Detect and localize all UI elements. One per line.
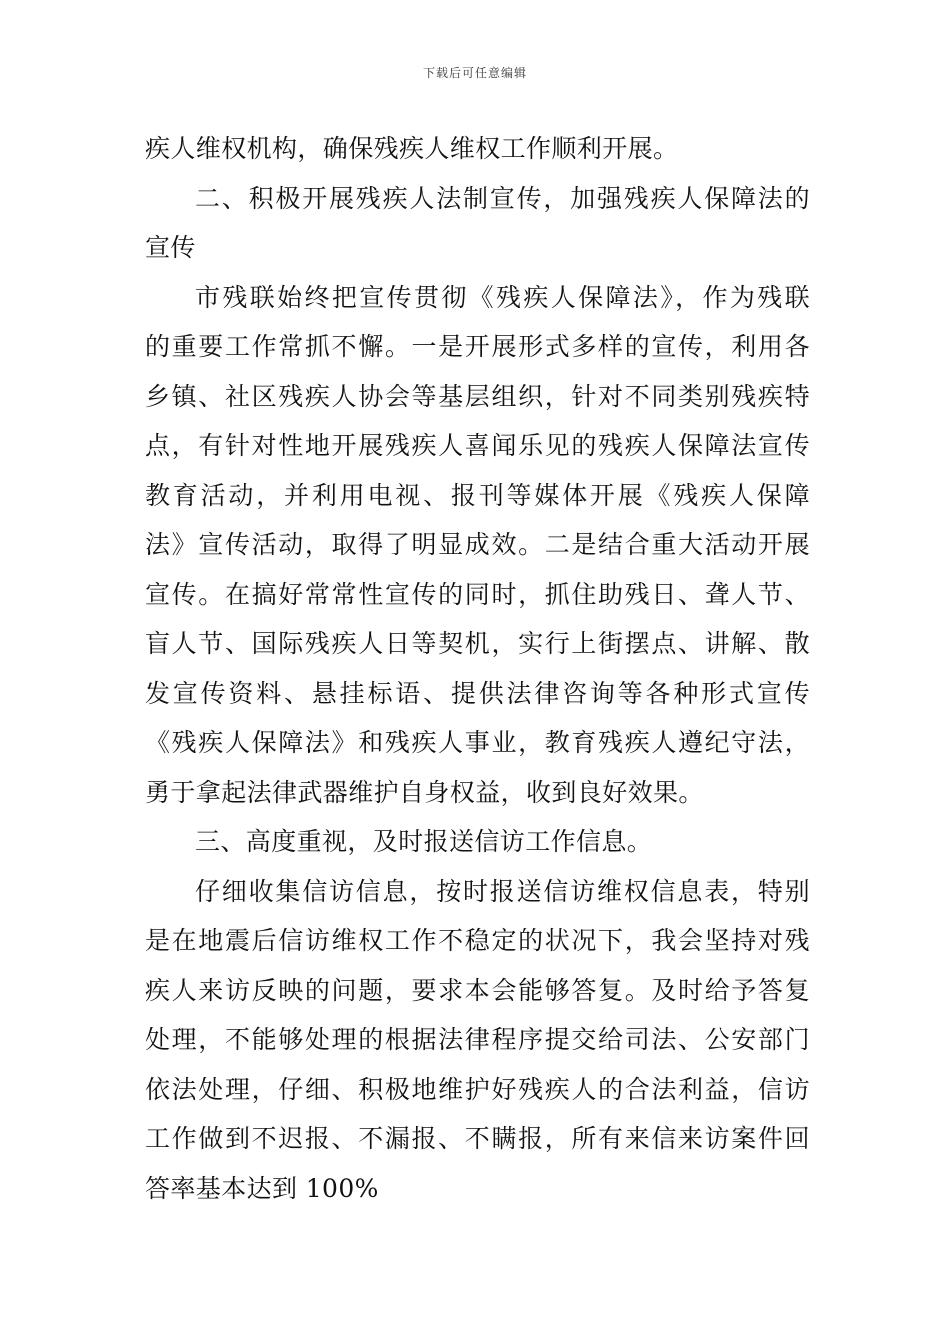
text-line: 教育活动，并利用电视、报刊等媒体开展《残疾人保障 [145,480,810,510]
text-line: 法》宣传活动，取得了明显成效。二是结合重大活动开展 [145,530,810,559]
text-line: 三、高度重视，及时报送信访工作信息。 [195,827,653,856]
text-line: 疾人维权机构，确保残疾人维权工作顺利开展。 [145,134,679,163]
text-line: 疾人来访反映的问题，要求本会能够答复。及时给予答复 [145,975,810,1005]
text-line: 处理，不能够处理的根据法律程序提交给司法、公安部门 [145,1025,810,1054]
text-line: 发宣传资料、悬挂标语、提供法律咨询等各种形式宣传 [145,678,810,708]
text-line: 的重要工作常抓不懈。一是开展形式多样的宣传，利用各 [145,332,810,361]
text-line: 宣传 [145,233,196,262]
text-line: 工作做到不迟报、不漏报、不瞒报，所有来信来访案件回 [145,1124,810,1153]
text-line: 乡镇、社区残疾人协会等基层组织，针对不同类别残疾特 [145,381,810,411]
text-line: 盲人节、国际残疾人日等契机，实行上街摆点、讲解、散 [145,629,810,658]
text-line: 二、积极开展残疾人法制宣传，加强残疾人保障法的 [195,183,810,213]
text-line: 《残疾人保障法》和残疾人事业，教育残疾人遵纪守法， [145,728,810,757]
text-line: 是在地震后信访维权工作不稳定的状况下，我会坚持对残 [145,926,810,955]
text-line: 答率基本达到 100% [145,1173,379,1203]
text-line: 依法处理，仔细、积极地维护好残疾人的合法利益，信访 [145,1074,810,1104]
header-note: 下载后可任意编辑 [422,66,527,80]
text-line: 市残联始终把宣传贯彻《残疾人保障法》，作为残联 [195,282,810,312]
text-line: 宣传。在搞好常常性宣传的同时，抓住助残日、聋人节、 [145,579,810,609]
text-line: 仔细收集信访信息，按时报送信访维权信息表，特别 [195,876,810,906]
document-body [145,124,810,1213]
text-line: 点，有针对性地开展残疾人喜闻乐见的残疾人保障法宣传 [145,431,810,460]
text-line: 勇于拿起法律武器维护自身权益，收到良好效果。 [145,777,704,807]
